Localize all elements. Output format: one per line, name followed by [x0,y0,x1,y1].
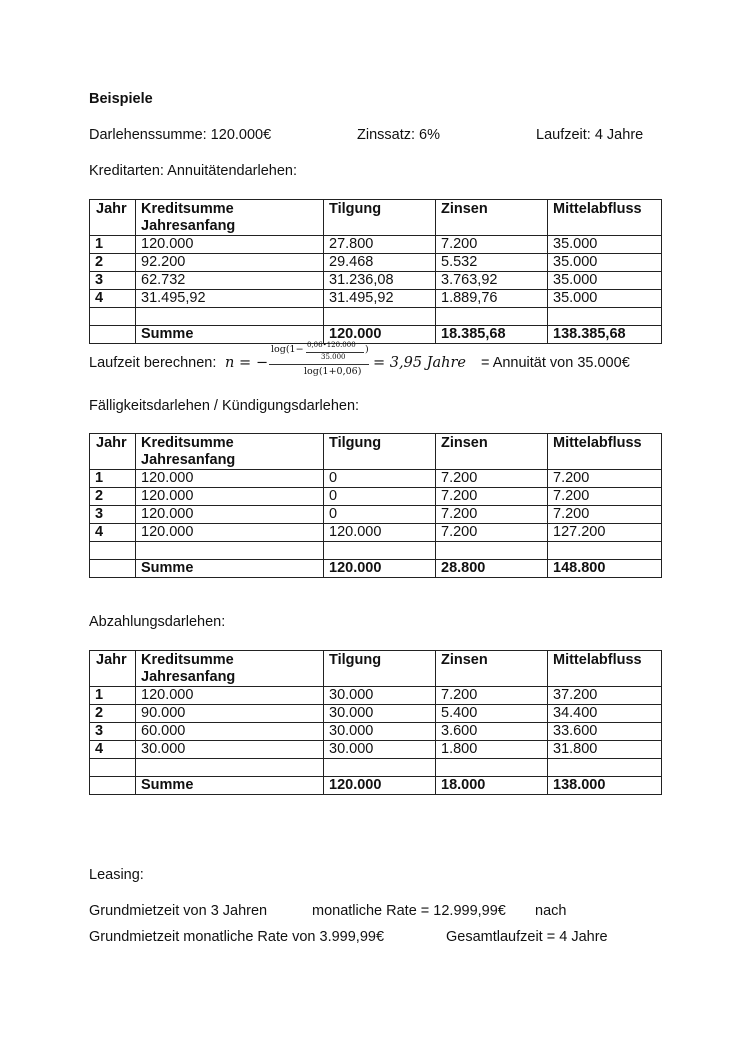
table-cell [436,542,548,560]
interest-rate: Zinssatz: 6% [357,127,440,143]
table-cell: 5.532 [436,254,548,272]
table-cell: 7.200 [436,470,548,488]
table-row [90,470,662,488]
table-cell: 62.732 [136,272,324,290]
formula-result: = 3,95 Jahre [373,355,466,371]
table-cell [90,560,136,578]
table-cell: 120.000 [324,560,436,578]
table-cell: 27.800 [324,236,436,254]
table-row [90,290,662,308]
table-cell: 7.200 [436,524,548,542]
table-cell: 18.385,68 [436,326,548,344]
table-cell: 31.495,92 [324,290,436,308]
table-cell [90,777,136,795]
table-cell: Summe [136,326,324,344]
table-cell: 33.600 [548,723,662,741]
loan-term: Laufzeit: 4 Jahre [536,127,644,143]
table-cell: 120.000 [324,777,436,795]
table-cell: 3 [90,723,136,741]
table-cell: 120.000 [324,524,436,542]
table-cell: 18.000 [436,777,548,795]
table-cell: 29.468 [324,254,436,272]
table-cell: 30.000 [324,741,436,759]
table-cell: Tilgung [324,434,436,470]
table-cell: 3.763,92 [436,272,548,290]
table-row [90,741,662,759]
table-cell: 35.000 [548,254,662,272]
table-cell: Kreditsumme Jahresanfang [136,434,324,470]
table-cell: 35.000 [548,290,662,308]
bullet-loan-table [89,433,662,578]
table-cell: Zinsen [436,651,548,687]
table-cell: 1 [90,236,136,254]
formula-log-open: log(1− [271,344,304,355]
table-row [90,705,662,723]
leasing-line1-rate: monatliche Rate = 12.999,99€ [312,903,506,919]
table-cell: 2 [90,488,136,506]
table-cell: 31.800 [548,741,662,759]
table-cell [324,759,436,777]
table-cell: 127.200 [548,524,662,542]
table-cell: 1.889,76 [436,290,548,308]
table-cell: Kreditsumme Jahresanfang [136,200,324,236]
leasing-line2-total: Gesamtlaufzeit = 4 Jahre [446,929,608,945]
table-cell [136,759,324,777]
table-cell: Tilgung [324,651,436,687]
section-title-annuity: Kreditarten: Annuitätendarlehen: [89,163,297,179]
table-cell: 148.800 [548,560,662,578]
table-cell: 1 [90,687,136,705]
table-cell [436,759,548,777]
table-cell: 7.200 [436,506,548,524]
table-cell: 30.000 [324,687,436,705]
table-cell: 0 [324,488,436,506]
table-cell [436,308,548,326]
table-cell: 28.800 [436,560,548,578]
table-cell: 4 [90,524,136,542]
table-row [90,759,662,777]
table-cell: Summe [136,777,324,795]
table-cell [548,542,662,560]
table-cell: Zinsen [436,200,548,236]
table-cell [90,326,136,344]
table-cell: Mittelabfluss [548,200,662,236]
formula-log-close: ) [365,344,369,355]
table-cell: 120.000 [324,326,436,344]
page-heading: Beispiele [89,91,153,107]
table-cell: 3.600 [436,723,548,741]
table-cell: 90.000 [136,705,324,723]
table-sum-row [90,560,662,578]
table-cell: 60.000 [136,723,324,741]
formula-inner-numerator: 0,06•120.000 [307,341,356,349]
leasing-line1-term: Grundmietzeit von 3 Jahren [89,903,268,919]
table-cell [90,542,136,560]
table-cell: 2 [90,705,136,723]
table-cell [90,759,136,777]
table-row [90,723,662,741]
table-cell [90,308,136,326]
table-cell: 7.200 [548,470,662,488]
table-cell: 4 [90,290,136,308]
table-cell: Summe [136,560,324,578]
section-title-bullet: Fälligkeitsdarlehen / Kündigungsdarlehen: [89,398,360,414]
leasing-title: Leasing: [89,867,144,883]
formula-label: Laufzeit berechnen: [89,355,217,371]
table-cell: 7.200 [436,488,548,506]
table-cell: Mittelabfluss [548,434,662,470]
table-cell: 120.000 [136,236,324,254]
table-row [90,488,662,506]
table-row [90,254,662,272]
leasing-line1-after: nach [535,903,567,919]
table-cell: 120.000 [136,687,324,705]
table-cell: 31.495,92 [136,290,324,308]
table-cell: 30.000 [324,705,436,723]
table-cell: Kreditsumme Jahresanfang [136,651,324,687]
table-cell: 7.200 [548,488,662,506]
table-sum-row [90,326,662,344]
table-row [90,524,662,542]
formula-inner-denominator: 35.000 [321,353,346,361]
table-cell: 92.200 [136,254,324,272]
loan-amount: Darlehenssumme: 120.000€ [89,127,272,143]
table-cell: Tilgung [324,200,436,236]
table-row [90,272,662,290]
table-header-row [90,434,662,470]
table-cell [136,308,324,326]
table-cell: Jahr [90,651,136,687]
table-cell: 35.000 [548,236,662,254]
table-cell: 0 [324,470,436,488]
table-cell [324,308,436,326]
table-cell: Zinsen [436,434,548,470]
table-cell: 30.000 [324,723,436,741]
table-cell: 7.200 [436,687,548,705]
formula-lhs: n = [225,355,252,371]
table-cell: 1 [90,470,136,488]
table-cell: Mittelabfluss [548,651,662,687]
formula-denominator: log(1+0,06) [304,366,362,377]
table-cell: 1.800 [436,741,548,759]
table-row [90,308,662,326]
table-header-row [90,651,662,687]
table-cell: 4 [90,741,136,759]
table-cell [324,542,436,560]
table-cell: 138.385,68 [548,326,662,344]
table-cell: 35.000 [548,272,662,290]
table-cell: 2 [90,254,136,272]
table-cell: 5.400 [436,705,548,723]
table-cell: 120.000 [136,470,324,488]
installment-loan-table [89,650,662,795]
table-row [90,236,662,254]
formula-minus: − [256,355,269,371]
table-cell: 120.000 [136,506,324,524]
table-cell: 120.000 [136,488,324,506]
table-cell [548,308,662,326]
table-cell: 30.000 [136,741,324,759]
table-cell: Jahr [90,200,136,236]
leasing-line2-rate: Grundmietzeit monatliche Rate von 3.999,99€ [89,929,385,945]
table-cell [136,542,324,560]
table-header-row [90,200,662,236]
table-cell: 34.400 [548,705,662,723]
formula-annuity: = Annuität von 35.000€ [481,355,630,371]
table-row [90,506,662,524]
table-row [90,542,662,560]
table-row [90,687,662,705]
table-cell: 31.236,08 [324,272,436,290]
table-cell: 37.200 [548,687,662,705]
table-cell [548,759,662,777]
table-cell: 3 [90,506,136,524]
annuity-loan-table [89,199,662,344]
formula-fraction-bar [269,364,369,365]
table-cell: 138.000 [548,777,662,795]
table-cell: 7.200 [548,506,662,524]
table-cell: 0 [324,506,436,524]
table-sum-row [90,777,662,795]
section-title-installment: Abzahlungsdarlehen: [89,614,226,630]
table-cell: Jahr [90,434,136,470]
table-cell: 7.200 [436,236,548,254]
table-cell: 120.000 [136,524,324,542]
table-cell: 3 [90,272,136,290]
